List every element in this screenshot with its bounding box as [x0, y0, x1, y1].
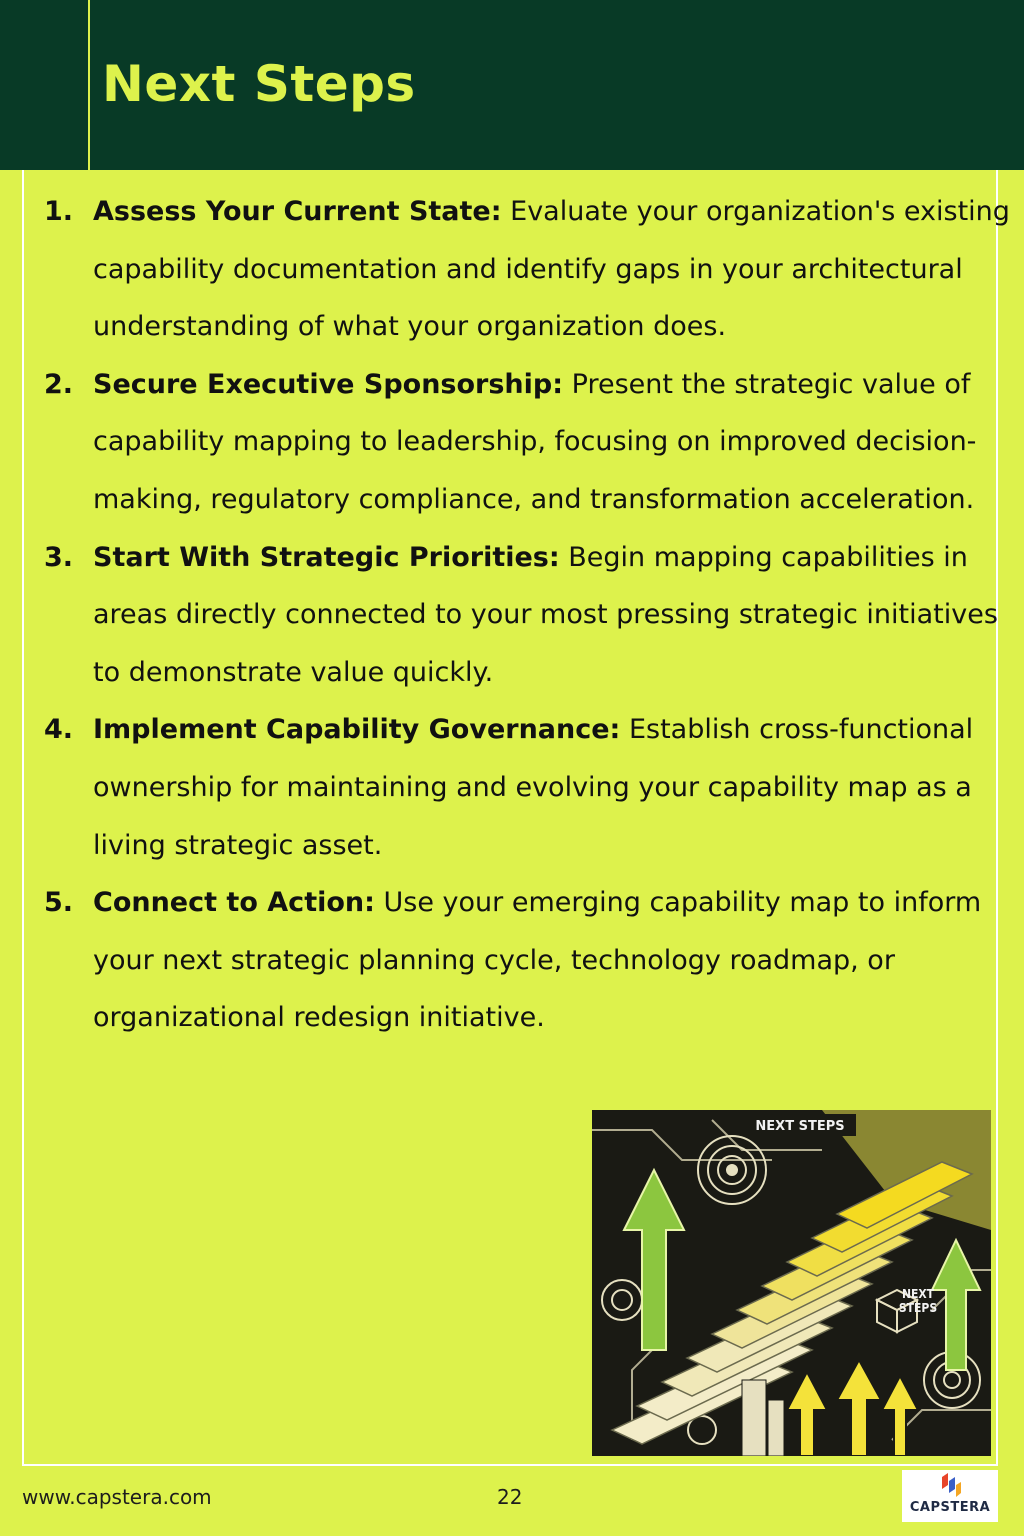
logo-mark-icon	[940, 1473, 962, 1499]
step-item	[0, 701, 1010, 874]
steps-list	[0, 183, 1010, 1047]
step-title: Secure Executive Sponsorship:	[93, 368, 564, 400]
step-title: Assess Your Current State:	[93, 196, 502, 227]
page-number: 22	[497, 1485, 523, 1509]
step-text: Establish cross-functional ownership for maintaining and evolving your capability map as a living strategic asset.	[93, 714, 974, 861]
step-text: Begin mapping capabilities in areas directly connected to your most pressing strategic initiatives to demonstrate value quickly.	[93, 541, 998, 688]
logo-text: CAPSTERA	[909, 1500, 991, 1515]
illustration-banner-text: NEXT STEPS	[755, 1119, 845, 1134]
step-title: Start With Strategic Priorities:	[93, 541, 560, 573]
step-text: Present the strategic value of capability mapping to leadership, focusing on improved decision-making, regulatory compliance, and transformation acceleration.	[93, 368, 977, 515]
capstera-logo	[902, 1470, 998, 1522]
step-number: 1.	[44, 196, 74, 227]
step-text: Evaluate your organization's existing capability documentation and identify gaps in your architectural understanding of what your organization does.	[93, 196, 1010, 343]
page-title: Next Steps	[102, 55, 416, 113]
page-header	[0, 0, 1024, 170]
step-item	[0, 529, 1010, 702]
step-number: 5.	[44, 887, 74, 919]
next-steps-illustration	[592, 1110, 991, 1456]
step-item	[0, 183, 1010, 356]
step-item	[0, 356, 1010, 529]
header-divider	[88, 0, 90, 170]
illustration-sign-line1: NEXT	[901, 1287, 935, 1301]
step-title: Implement Capability Governance:	[93, 714, 621, 746]
footer-url[interactable]: www.capstera.com	[22, 1485, 212, 1509]
illustration-sign-line2: STEPS	[898, 1301, 938, 1315]
step-number: 4.	[44, 714, 74, 746]
step-number: 2.	[44, 368, 74, 400]
step-number: 3.	[44, 541, 74, 573]
target-icon	[698, 1136, 766, 1204]
step-item	[0, 874, 1010, 1047]
step-text: Use your emerging capability map to inform your next strategic planning cycle, technology roadmap, or organizational redesign initiative.	[93, 887, 982, 1034]
step-title: Connect to Action:	[93, 887, 375, 919]
